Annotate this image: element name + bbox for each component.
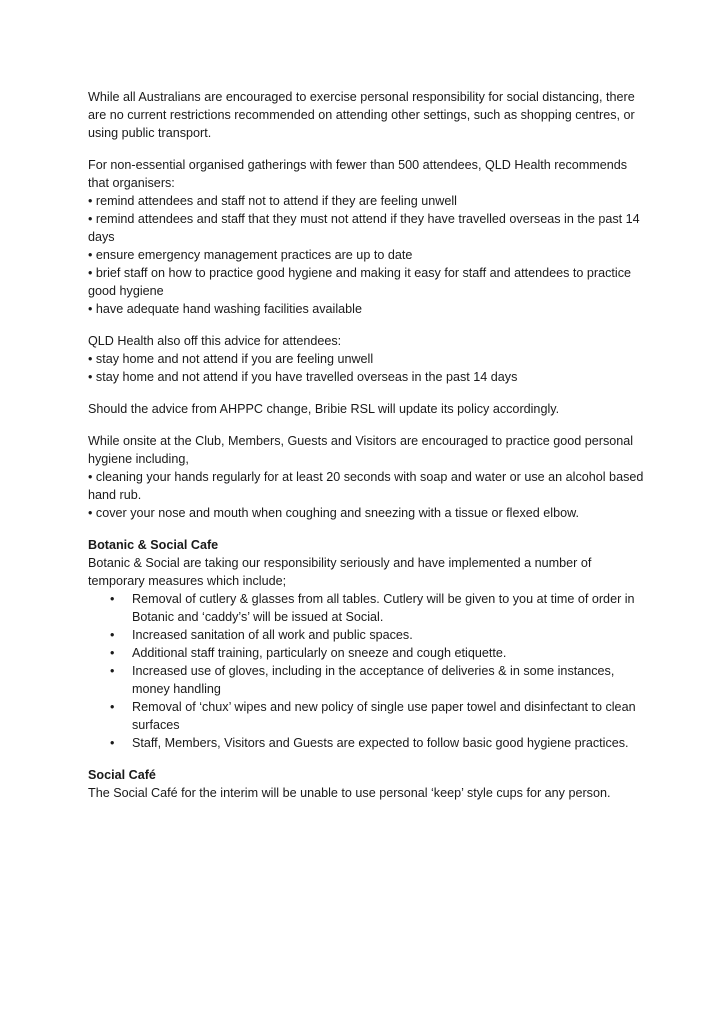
- attendee-advice-item: • stay home and not attend if you have travelled overseas in the past 14 days: [88, 370, 518, 384]
- organiser-advice-item: • ensure emergency management practices are up to date: [88, 248, 413, 262]
- list-item: [88, 644, 644, 662]
- attendee-advice-item: • stay home and not attend if you are feeling unwell: [88, 352, 374, 366]
- paragraph-hygiene: [88, 432, 644, 522]
- document-page: [88, 88, 644, 816]
- botanic-section-heading: Botanic & Social Cafe: [88, 538, 219, 552]
- bullet-icon: •: [110, 700, 115, 714]
- organiser-advice-item: • remind attendees and staff that they must not attend if they have travelled overseas in the past 14 days: [88, 212, 640, 244]
- botanic-social-section: [88, 536, 644, 752]
- list-item: [88, 734, 644, 752]
- list-item-text: Additional staff training, particularly on sneeze and cough etiquette.: [132, 646, 507, 660]
- hygiene-item: • cover your nose and mouth when coughing and sneezing with a tissue or flexed elbow.: [88, 506, 579, 520]
- botanic-section-intro: Botanic & Social are taking our responsibility seriously and have implemented a number of temporary measures which include;: [88, 556, 592, 588]
- attendee-advice-intro: QLD Health also off this advice for attendees:: [88, 334, 342, 348]
- organiser-advice-item: • have adequate hand washing facilities available: [88, 302, 362, 316]
- list-item-text: Increased use of gloves, including in the acceptance of deliveries & in some instances, money handling: [132, 664, 615, 696]
- list-item-text: Removal of cutlery & glasses from all tables. Cutlery will be given to you at time of order in Botanic and ‘caddy’s’ will be issued at Social.: [132, 592, 635, 624]
- bullet-icon: •: [110, 736, 115, 750]
- paragraph-organiser-advice: [88, 156, 644, 318]
- bullet-icon: •: [110, 628, 115, 642]
- social-cafe-heading: Social Café: [88, 768, 156, 782]
- list-item-text: Removal of ‘chux’ wipes and new policy of single use paper towel and disinfectant to clean surfaces: [132, 700, 636, 732]
- list-item: [88, 590, 644, 626]
- bullet-icon: •: [110, 646, 115, 660]
- hygiene-item: • cleaning your hands regularly for at least 20 seconds with soap and water or use an alcohol based hand rub.: [88, 470, 644, 502]
- bullet-icon: •: [110, 592, 115, 606]
- list-item: [88, 662, 644, 698]
- list-item-text: Staff, Members, Visitors and Guests are expected to follow basic good hygiene practices.: [132, 736, 629, 750]
- bullet-icon: •: [110, 664, 115, 678]
- botanic-measures-list: [88, 590, 644, 752]
- list-item-text: Increased sanitation of all work and public spaces.: [132, 628, 413, 642]
- list-item: [88, 698, 644, 734]
- organiser-advice-intro: For non-essential organised gatherings with fewer than 500 attendees, QLD Health recommends that organisers:: [88, 158, 628, 190]
- social-cafe-text: The Social Café for the interim will be unable to use personal ‘keep’ style cups for any person.: [88, 786, 611, 800]
- paragraph-social-distancing: While all Australians are encouraged to exercise personal responsibility for social distancing, there are no current restrictions recommended on attending other settings, such as shopping centres, or using public transport.: [88, 90, 635, 140]
- paragraph-policy-update: Should the advice from AHPPC change, Bribie RSL will update its policy accordingly.: [88, 402, 560, 416]
- organiser-advice-item: • brief staff on how to practice good hygiene and making it easy for staff and attendees to practice good hygiene: [88, 266, 632, 298]
- organiser-advice-item: • remind attendees and staff not to attend if they are feeling unwell: [88, 194, 457, 208]
- paragraph-attendee-advice: [88, 332, 644, 386]
- social-cafe-section: [88, 766, 644, 802]
- hygiene-intro: While onsite at the Club, Members, Guests and Visitors are encouraged to practice good personal hygiene including,: [88, 434, 634, 466]
- list-item: [88, 626, 644, 644]
